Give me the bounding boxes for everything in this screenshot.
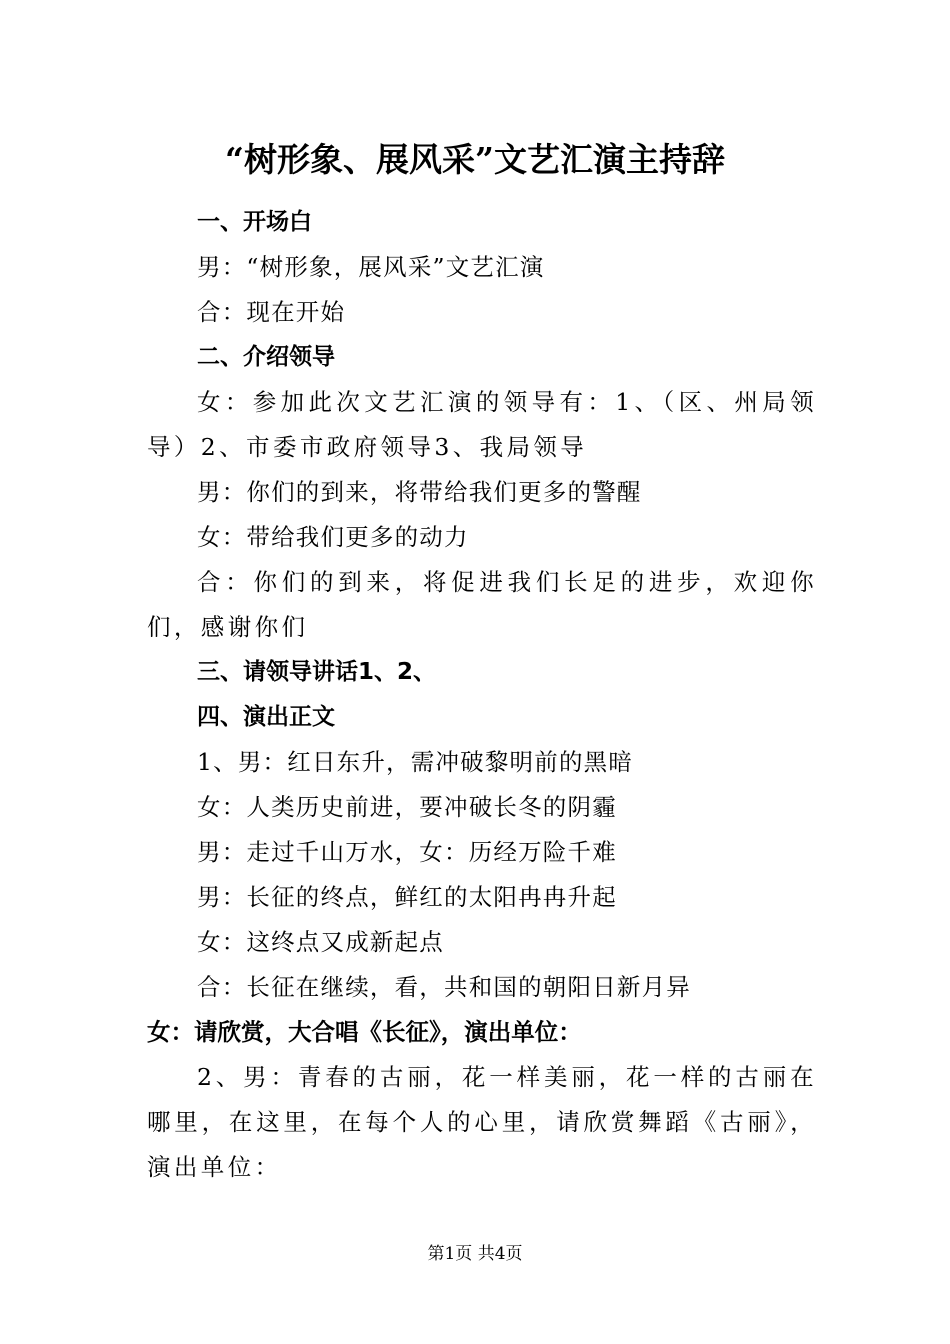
document-body <box>147 200 817 1190</box>
bold-paragraph: 女：请欣赏，大合唱《长征》，演出单位： <box>147 1018 582 1046</box>
paragraph: 女：带给我们更多的动力 <box>197 523 469 551</box>
paragraph: 合：现在开始 <box>197 298 346 326</box>
section-heading-opening: 一、开场白 <box>197 209 312 235</box>
paragraph: 男：“树形象，展风采”文艺汇演 <box>197 253 545 281</box>
paragraph: 1、男：红日东升，需冲破黎明前的黑暗 <box>197 748 634 776</box>
section-heading-leader-speech: 三、请领导讲话1、2、 <box>197 659 437 685</box>
paragraph: 男：走过千山万水，女：历经万险千难 <box>197 838 617 866</box>
paragraph: 女：这终点又成新起点 <box>197 928 444 956</box>
section-heading-performance: 四、演出正文 <box>197 704 335 730</box>
paragraph: 合：长征在继续，看，共和国的朝阳日新月异 <box>197 973 691 1001</box>
document-title: “树形象、展风采”文艺汇演主持辞 <box>225 140 725 179</box>
paragraph: 合：你们的到来，将促进我们长足的进步，欢迎你们，感谢你们 <box>147 568 817 641</box>
section-heading-introduce-leaders: 二、介绍领导 <box>197 344 335 370</box>
paragraph: 男：你们的到来，将带给我们更多的警醒 <box>197 478 642 506</box>
paragraph: 女：人类历史前进，要冲破长冬的阴霾 <box>197 793 617 821</box>
paragraph: 女：参加此次文艺汇演的领导有：1、（区、州局领导）2、市委市政府领导3、我局领导 <box>147 388 817 461</box>
page-footer: 第1页 共4页 <box>427 1244 523 1264</box>
paragraph: 男：长征的终点，鲜红的太阳冉冉升起 <box>197 883 617 911</box>
paragraph: 2、男：青春的古丽，花一样美丽，花一样的古丽在哪里，在这里，在每个人的心里，请欣赏舞蹈《古丽》，演出单位： <box>147 1063 817 1181</box>
